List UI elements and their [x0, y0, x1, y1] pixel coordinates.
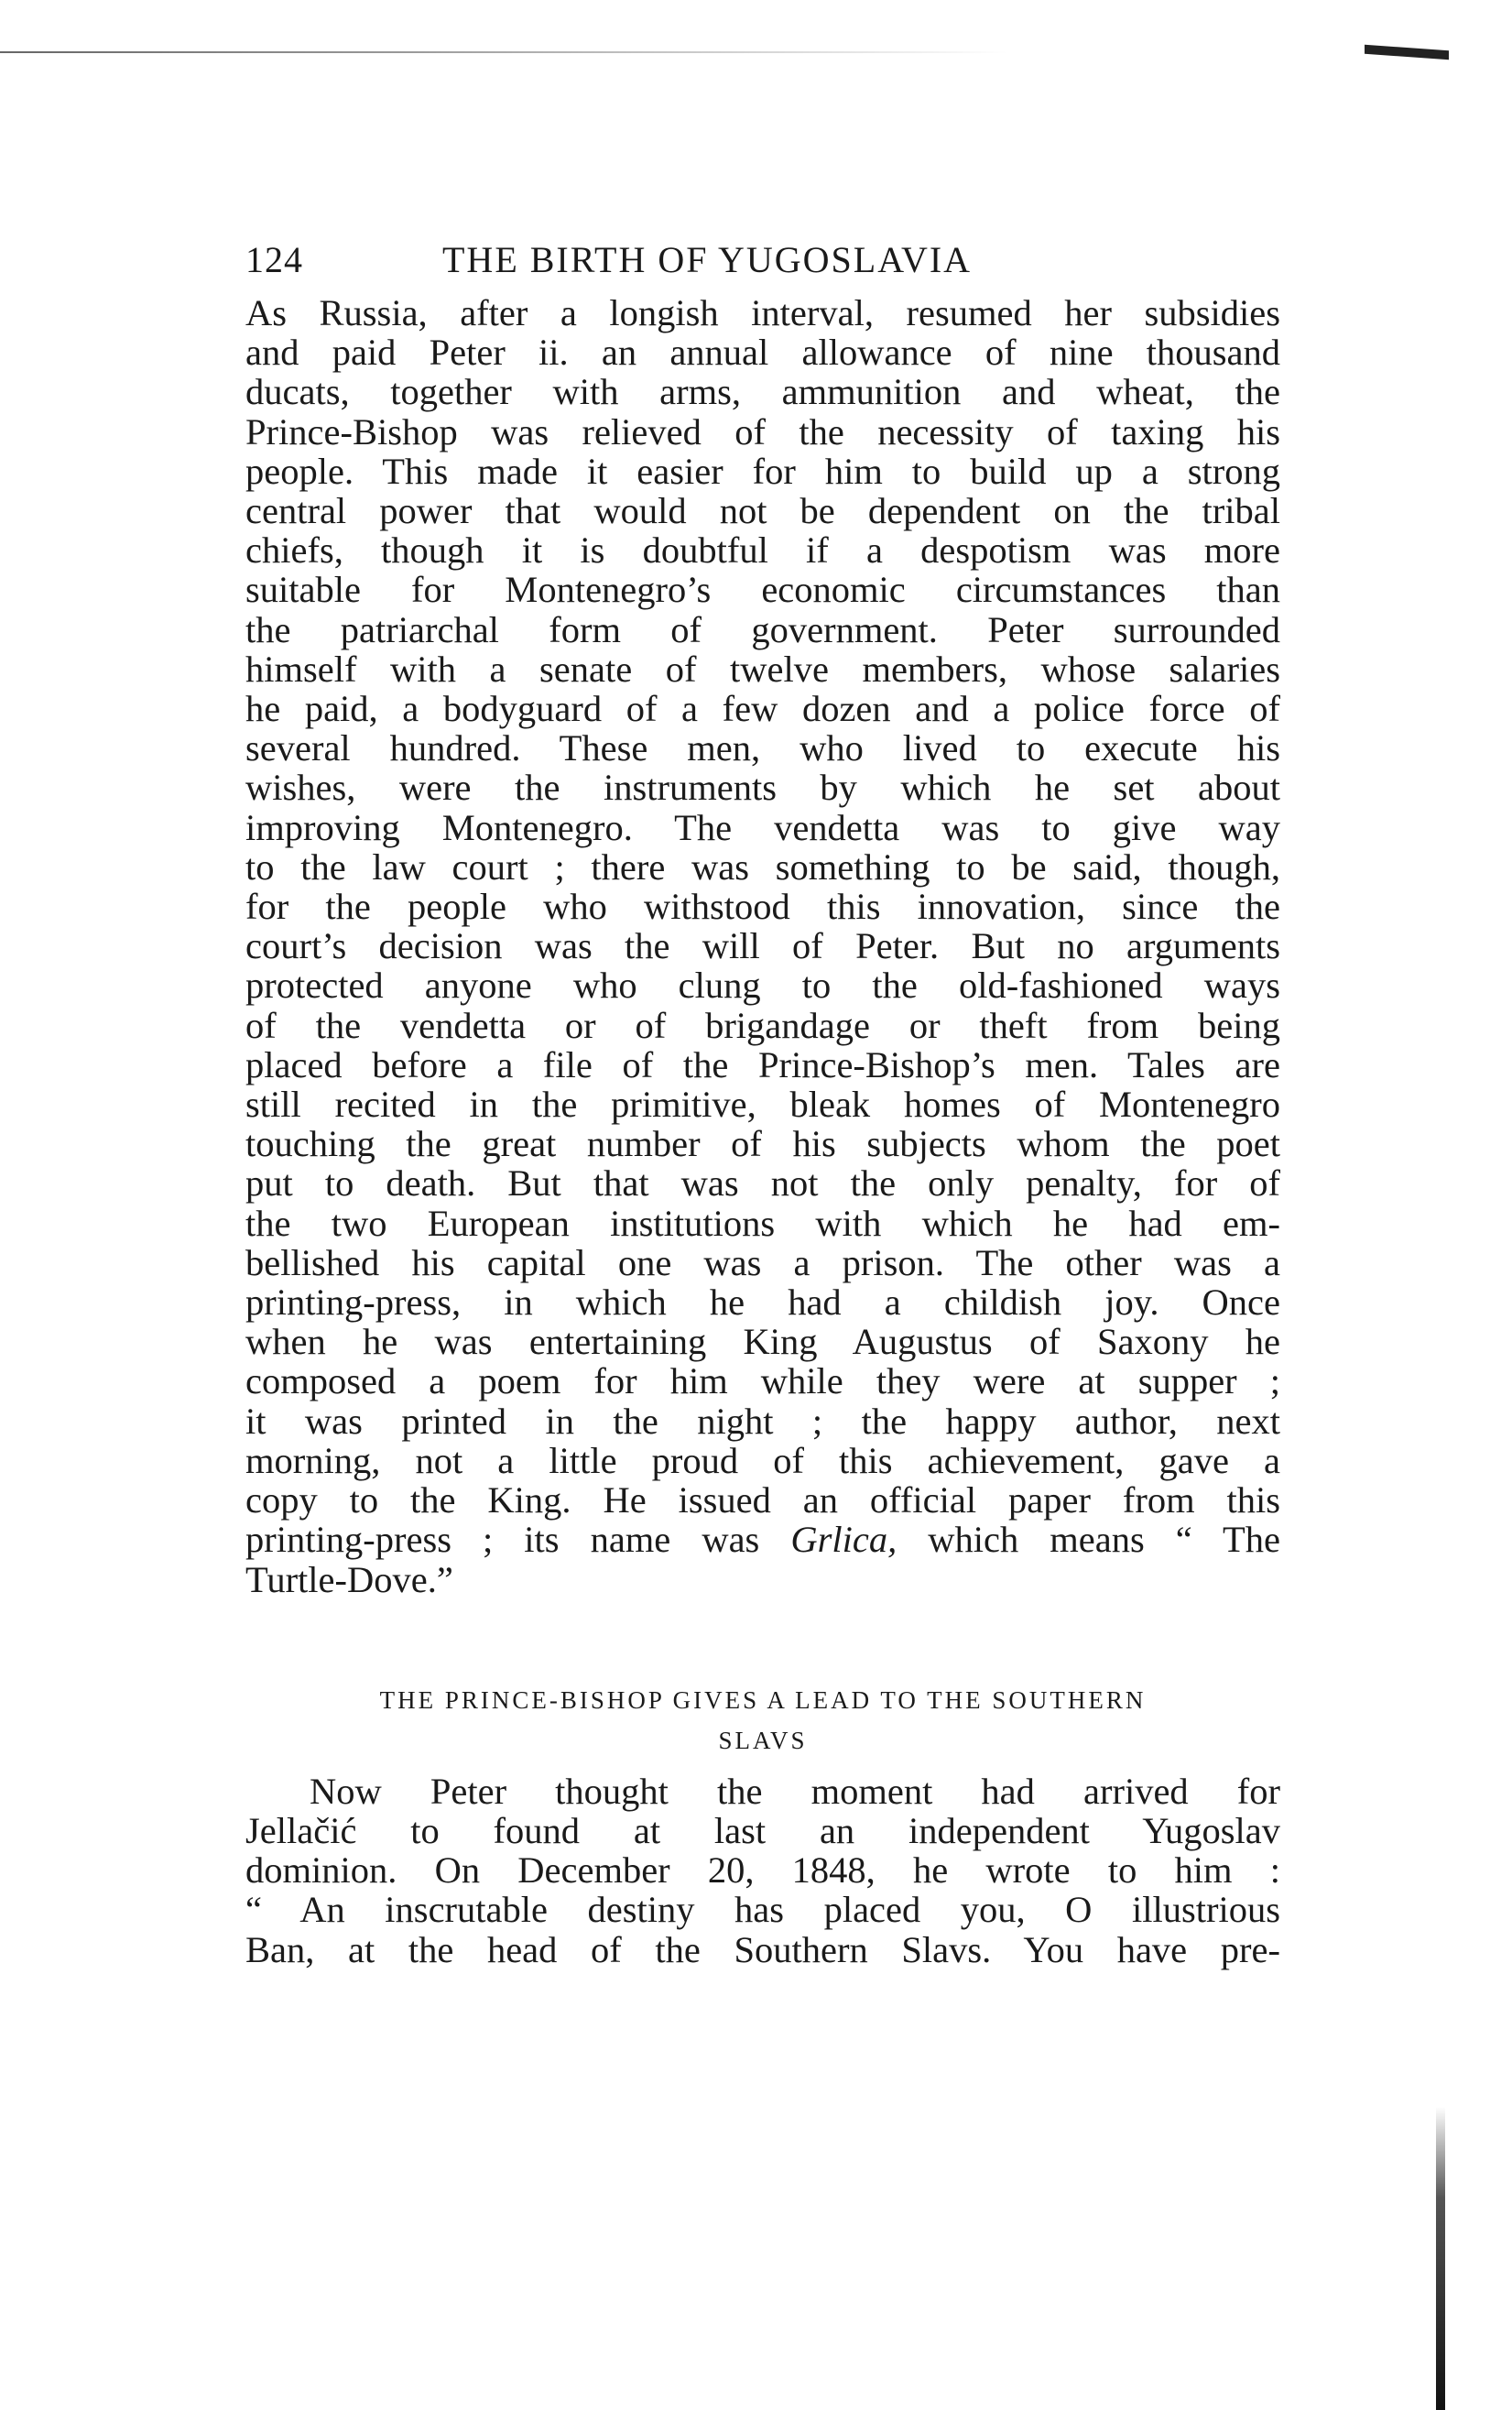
text-line: of the vendetta or of brigandage or theft from being: [245, 1004, 1280, 1046]
text-run: which means “ The: [897, 1519, 1281, 1561]
text-line: himself with a senate of twelve members, whose salaries: [245, 648, 1280, 690]
scan-corner-mark: [1365, 45, 1449, 60]
text-line: several hundred. These men, who lived to execute his: [245, 727, 1280, 769]
book-page: [245, 238, 1280, 1969]
text-line: for the people who withstood this innovation, since the: [245, 886, 1280, 928]
text-run: Now Peter thought the moment had arrived for: [310, 1770, 1280, 1812]
section-heading-line: THE PRINCE-BISHOP GIVES A LEAD TO THE SOUTHERN: [379, 1685, 1147, 1714]
page-number: 124: [245, 239, 303, 280]
text-line: ducats, together with arms, ammunition and wheat, the: [245, 371, 1280, 413]
text-line: “ An inscrutable destiny has placed you, O illustrious: [245, 1889, 1280, 1931]
text-line: composed a poem for him while they were at supper ;: [245, 1360, 1280, 1402]
section-heading-line: SLAVS: [718, 1726, 808, 1754]
text-line: and paid Peter ii. an annual allowance of nine thousand: [245, 332, 1280, 374]
text-line: Turtle-Dove.”: [245, 1558, 453, 1600]
scan-binding-shadow: [1436, 2107, 1445, 2410]
text-line: put to death. But that was not the only penalty, for of: [245, 1162, 1280, 1205]
text-line: copy to the King. He issued an official paper from this: [245, 1479, 1280, 1521]
text-line: wishes, were the instruments by which he set about: [245, 767, 1280, 809]
text-line: the patriarchal form of government. Peter surrounded: [245, 608, 1280, 650]
newspaper-title: Grlica,: [790, 1519, 897, 1561]
text-line: Ban, at the head of the Southern Slavs. You have pre-: [245, 1928, 1280, 1970]
text-run: printing-press ; its name was: [245, 1519, 791, 1561]
text-line: placed before a file of the Prince-Bishop’s men. Tales are: [245, 1043, 1280, 1085]
text-line: dominion. On December 20, 1848, he wrote to him :: [245, 1849, 1280, 1892]
text-line-with-italic: [245, 1520, 1280, 1559]
text-line: still recited in the primitive, bleak homes of Montenegro: [245, 1084, 1280, 1126]
text-line: court’s decision was the will of Peter. But no arguments: [245, 925, 1280, 967]
text-line: improving Montenegro. The vendetta was to give way: [245, 806, 1280, 848]
text-line: [245, 1772, 1280, 1811]
text-line: bellished his capital one was a prison. The other was a: [245, 1241, 1280, 1283]
text-line: central power that would not be dependent on the tribal: [245, 490, 1280, 532]
text-line: the two European institutions with which he had em-: [245, 1202, 1280, 1244]
text-line: morning, not a little proud of this achievement, gave a: [245, 1439, 1280, 1481]
text-line: people. This made it easier for him to build up a strong: [245, 450, 1280, 492]
text-line: it was printed in the night ; the happy author, next: [245, 1400, 1280, 1442]
section-heading: [245, 1680, 1280, 1761]
paragraph-2: [245, 1772, 1280, 1969]
text-line: protected anyone who clung to the old-fashioned ways: [245, 965, 1280, 1007]
text-line: printing-press, in which he had a childish joy. Once: [245, 1281, 1280, 1324]
text-line: he paid, a bodyguard of a few dozen and a police force of: [245, 688, 1280, 730]
text-line: touching the great number of his subjects whom the poet: [245, 1123, 1280, 1165]
text-line: when he was entertaining King Augustus of Saxony he: [245, 1321, 1280, 1363]
text-line: Jellačić to found at last an independent Yugoslav: [245, 1809, 1280, 1851]
paragraph-1: [245, 293, 1280, 1599]
text-line: As Russia, after a longish interval, resumed her subsidies: [245, 292, 1280, 333]
scan-edge-line: [0, 51, 1007, 53]
book-title: THE BIRTH OF YUGOSLAVIA: [442, 239, 973, 280]
text-line: to the law court ; there was something to be said, though,: [245, 845, 1280, 888]
text-line: chiefs, though it is doubtful if a despotism was more: [245, 529, 1280, 572]
text-line: suitable for Montenegro’s economic circumstances than: [245, 569, 1280, 611]
text-line: Prince-Bishop was relieved of the necessity of taxing his: [245, 410, 1280, 453]
running-head: [245, 238, 1280, 293]
